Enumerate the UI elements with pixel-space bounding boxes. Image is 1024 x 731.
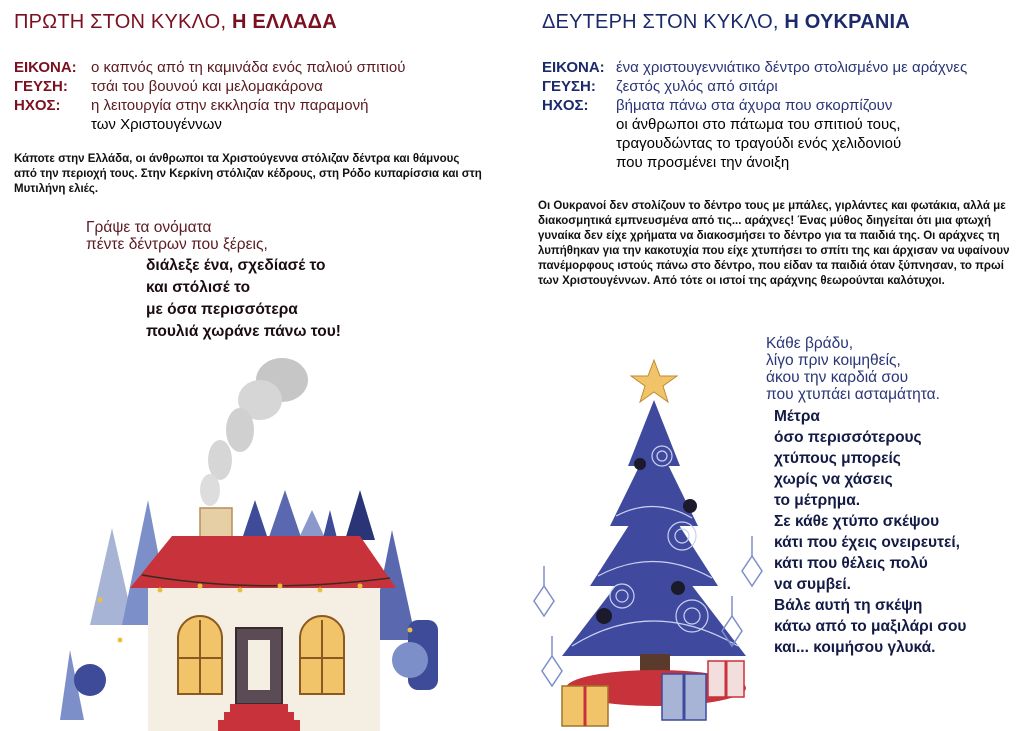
sense-key: ΗΧΟΣ: (542, 97, 589, 114)
activity-line: Μέτρα (774, 408, 820, 425)
title-country: Η ΟΥΚΡΑΝΙΑ (784, 11, 910, 33)
title-prefix: ΠΡΩΤΗ ΣΤΟΝ ΚΥΚΛΟ, (14, 11, 227, 33)
activity-line: πουλιά χωράνε πάνω του! (146, 323, 341, 340)
sense-sound (14, 96, 494, 115)
activity-line: χτύπους μπορείς (774, 450, 901, 467)
activity-line: με όσα περισσότερα (146, 301, 298, 318)
sense-key: ΕΙΚΟΝΑ: (542, 59, 605, 76)
sense-key: ΓΕΥΣΗ: (14, 78, 68, 95)
activity-line: Βάλε αυτή τη σκέψη (774, 597, 923, 614)
legend-paragraph-ukraine: Οι Ουκρανοί δεν στολίζουν το δέντρο τους με μπάλες, γιρλάντες και φωτάκια, αλλά με διακοσμητικά εμπνευσμένα από τις... αράχνες! Ένας μύθος διηγείται ότι μια φτωχή γυναίκα δεν είχε χρήματα να διακοσμήσει το δέντρο για τα παιδιά της. Οι αράχνες τη λυπήθηκαν για την κακοτυχία που είχε χτυπήσει το σπίτι της και άρχισαν να υφαίνουν πανέμορφους ιστούς πάνω στο δέντρο, που είδαν τα παιδιά όταν ξύπνησαν, το πρωί των Χριστουγέννων. Από τότε οι ιστοί της αράχνης θεωρούνται καλότυχοι. (538, 200, 1010, 287)
activity-line: κάτι που έχεις ονειρευτεί, (774, 534, 960, 551)
activity-line: πέντε δέντρων που ξέρεις, (86, 236, 268, 253)
activity-line: κάτι που θέλεις πολύ (774, 555, 928, 572)
activity-line: άκου την καρδιά σου (766, 369, 909, 386)
sense-image (542, 58, 1017, 77)
sense-taste (542, 77, 1017, 96)
sense-key: ΕΙΚΟΝΑ: (14, 59, 77, 76)
activity-line: Γράψε τα ονόματα (86, 219, 212, 236)
activity-line: λίγο πριν κοιμηθείς, (766, 352, 901, 369)
chimney-smoke-icon (200, 358, 308, 506)
page-ukraine (512, 0, 1024, 731)
sense-value-continued: των Χριστουγέννων (91, 116, 222, 133)
activity-line: να συμβεί. (774, 576, 851, 593)
activity-line: Σε κάθε χτύπο σκέψου (774, 513, 940, 530)
activity-line: το μέτρημα. (774, 492, 861, 509)
activity-line: που χτυπάει ασταμάτητα. (766, 386, 940, 403)
sense-image (14, 58, 494, 77)
activity-line: χωρίς να χάσεις (774, 471, 893, 488)
senses-list-ukraine (542, 58, 1017, 172)
sense-key: ΗΧΟΣ: (14, 97, 61, 114)
sense-value: ο καπνός από τη καμινάδα ενός παλιού σπιτιού (91, 59, 406, 76)
activity-instructions-greece (146, 255, 341, 343)
tree-icon (562, 400, 746, 656)
sense-value: τσάι του βουνού και μελομακάρονα (91, 78, 323, 95)
activity-instructions-ukraine (774, 406, 966, 658)
title-country: Η ΕΛΛΑΔΑ (231, 11, 337, 33)
sense-value: βήματα πάνω στα άχυρα που σκορπίζουν (616, 97, 893, 114)
sense-key: ΓΕΥΣΗ: (542, 78, 596, 95)
sense-value-continued: οι άνθρωποι στο πάτωμα του σπιτιού τους, τραγουδώντας το τραγούδι ενός χελιδονιού που προσμένει την άνοιξη (616, 116, 902, 171)
activity-line: Κάθε βράδυ, (766, 335, 854, 352)
sense-value: η λειτουργία στην εκκλησία την παραμονή (91, 97, 369, 114)
page-title-greece (14, 11, 337, 34)
window-right-icon (300, 616, 344, 694)
activity-line: διάλεξε ένα, σχεδίασέ το (146, 257, 326, 274)
senses-list-greece (14, 58, 494, 134)
page-title-ukraine (542, 11, 910, 34)
sense-value: ζεστός χυλός από σιτάρι (616, 78, 778, 95)
tree-star-icon (631, 360, 677, 402)
intro-paragraph-greece: Κάποτε στην Ελλάδα, οι άνθρωποι τα Χριστούγεννα στόλιζαν δέντρα και θάμνους από την περιοχή τους. Στην Κερκίνη στόλιζαν κέδρους, στη Ρόδο κυπαρίσσια και στη Μυτιλήνη ελιές. (14, 153, 482, 195)
activity-intro-greece (86, 219, 268, 253)
sense-taste (14, 77, 494, 96)
sense-value: ένα χριστουγεννιάτικο δέντρο στολισμένο με αράχνες (616, 59, 968, 76)
activity-line: κάτω από το μαξιλάρι σου (774, 618, 967, 635)
activity-line: και στόλισέ το (146, 279, 251, 296)
roof-icon (130, 536, 396, 588)
christmas-tree-illustration-icon (532, 356, 772, 731)
title-prefix: ΔΕΥΤΕΡΗ ΣΤΟΝ ΚΥΚΛΟ, (542, 11, 779, 33)
activity-line: όσο περισσότερους (774, 429, 922, 446)
activity-line: και... κοιμήσου γλυκά. (774, 639, 936, 656)
activity-intro-ukraine (766, 335, 940, 403)
house-illustration-icon (60, 340, 450, 731)
sense-sound (542, 96, 1017, 115)
window-left-icon (178, 616, 222, 694)
